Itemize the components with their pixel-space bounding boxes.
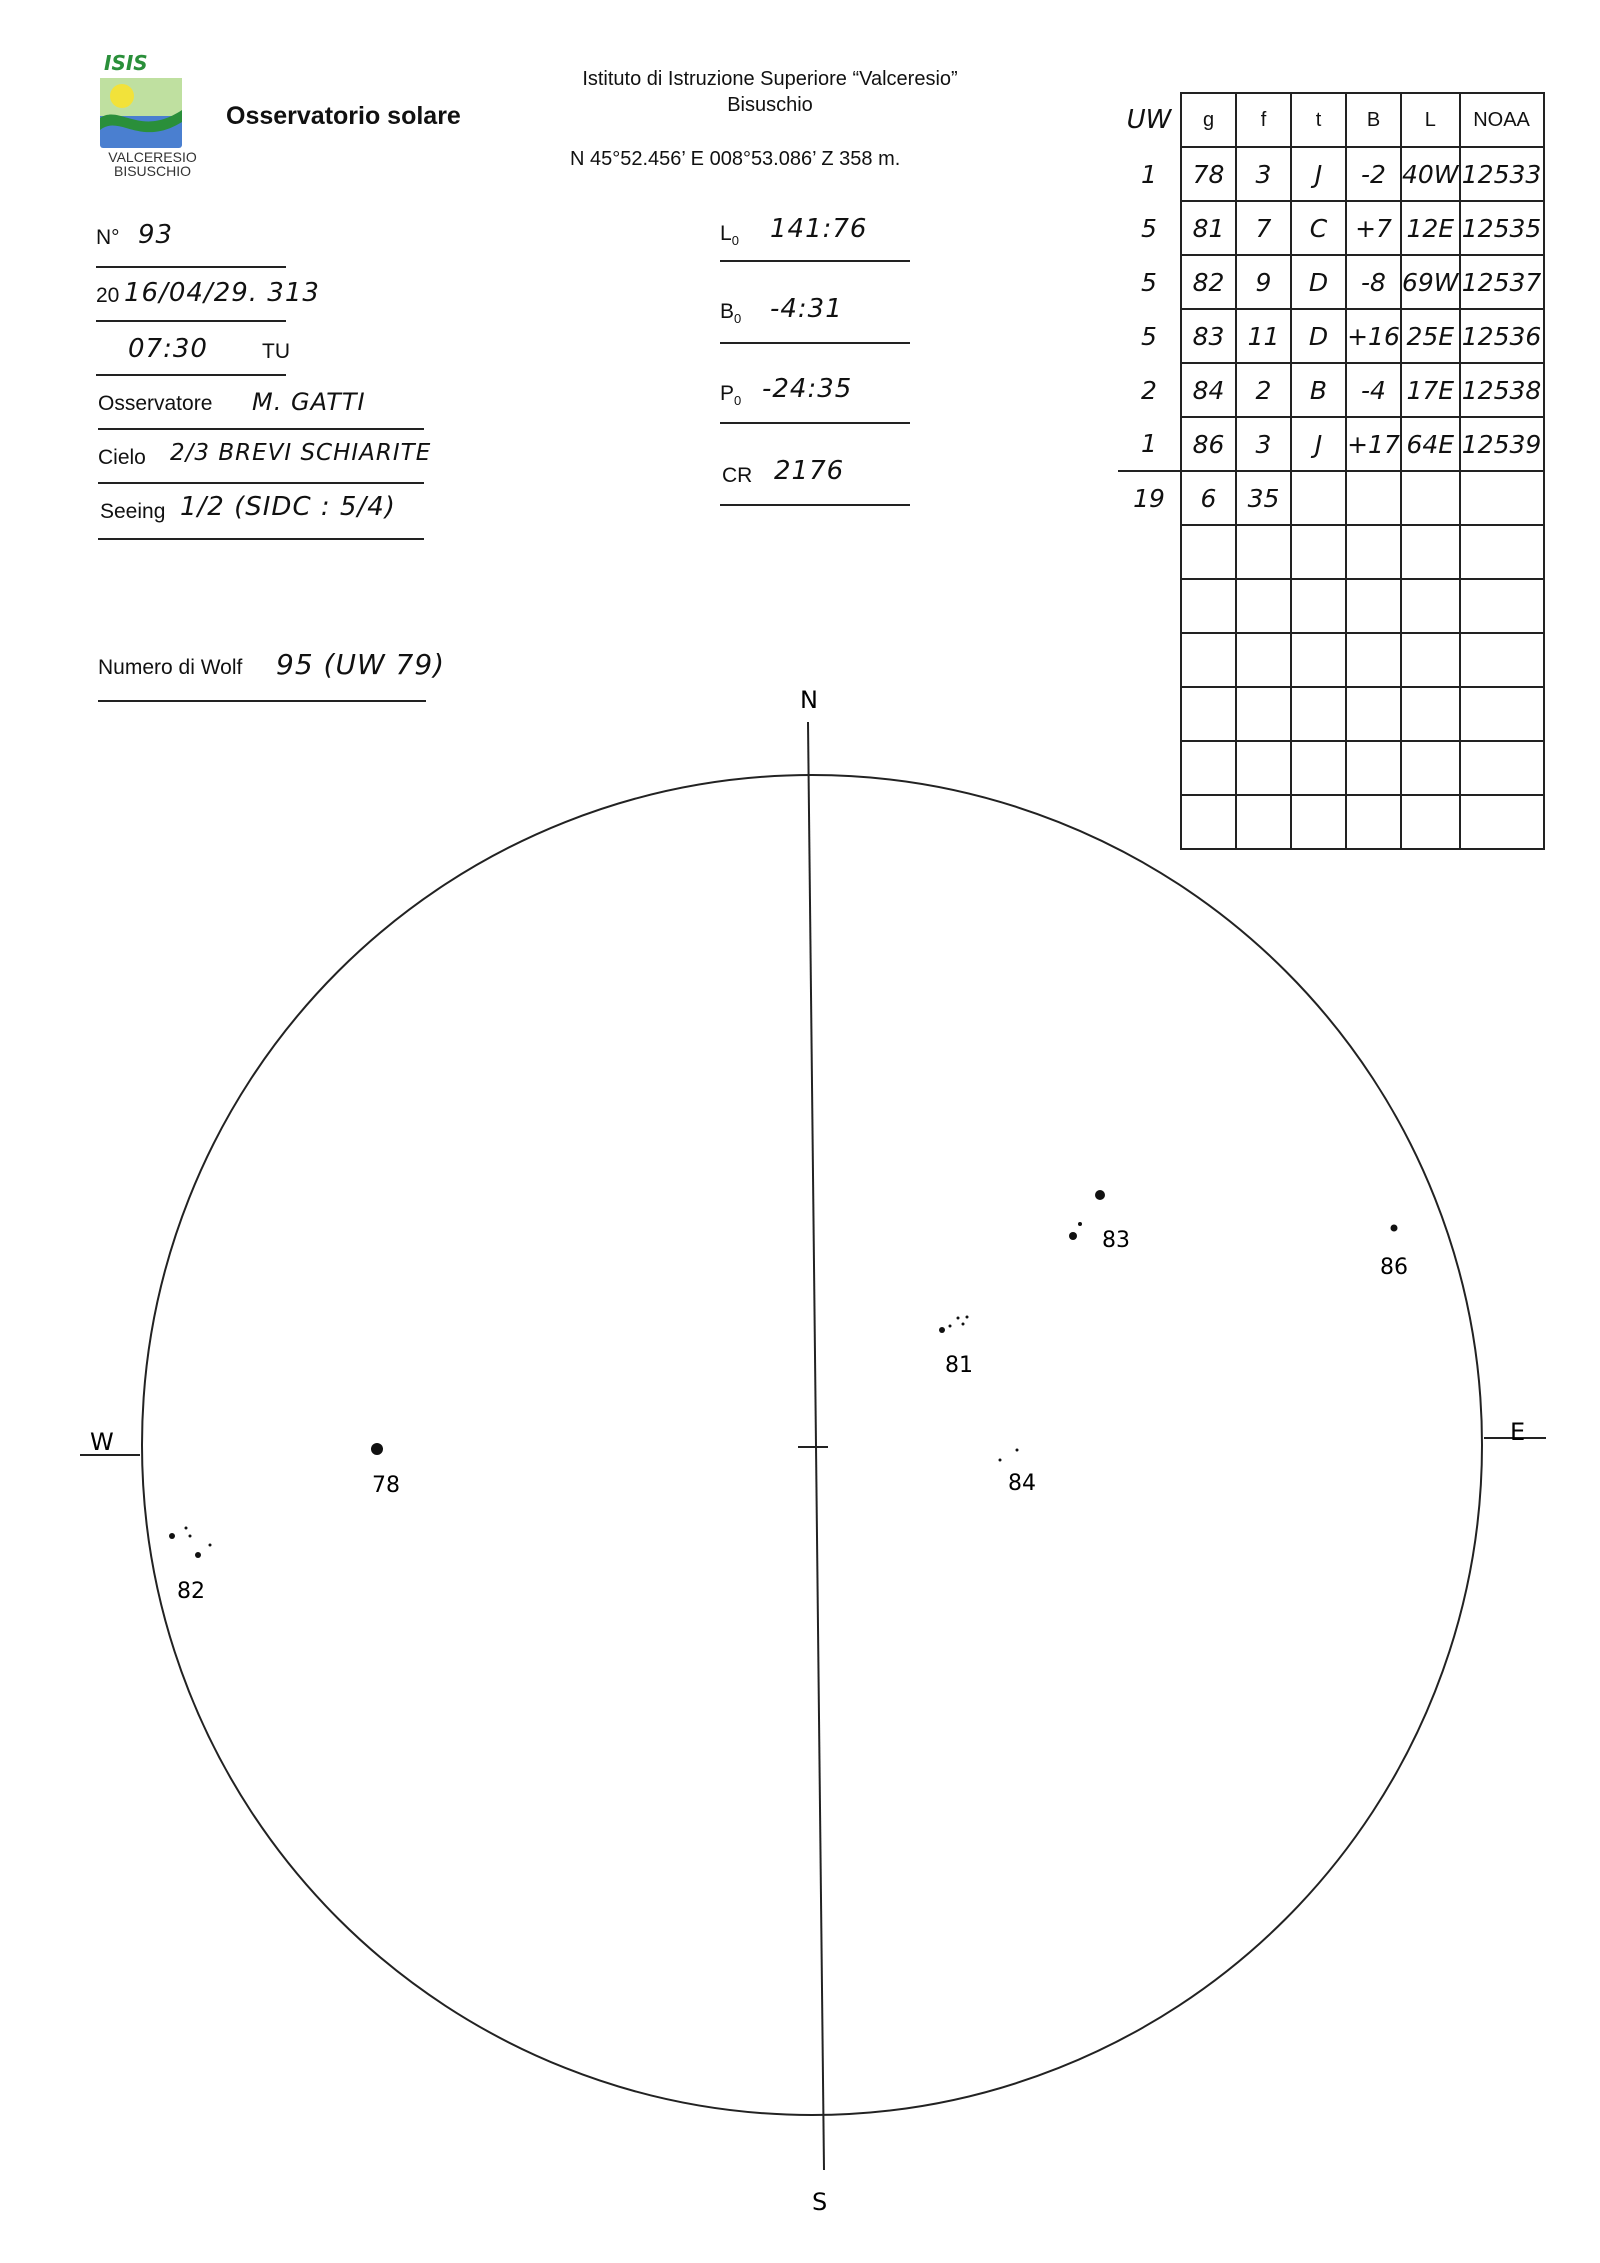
cell-noaa: 12536 [1460, 309, 1544, 363]
cell-uw: 2 [1141, 375, 1157, 405]
seeing-value: 1/2 (SIDC : 5/4) [180, 492, 396, 522]
group-label: 82 [177, 1579, 205, 1604]
time-zone: TU [262, 340, 290, 363]
west-label: W [90, 1428, 114, 1456]
sunspot [189, 1535, 192, 1538]
cell-g: 82 [1181, 255, 1236, 309]
l0-label: $L_0$ [720, 222, 739, 249]
cell-uw: 1 [1141, 429, 1157, 458]
sunspot [999, 1459, 1002, 1462]
north-label: N [800, 686, 818, 714]
sunspot-group-84 [999, 1449, 1037, 1497]
sky-label: Cielo [98, 446, 146, 469]
cell-g: 81 [1181, 201, 1236, 255]
number-label: N° [96, 226, 120, 249]
header-t: t [1291, 93, 1346, 147]
cell-l: 12E [1401, 201, 1460, 255]
wolf-number-value: 95 (UW 79) [276, 648, 446, 681]
group-label: 81 [945, 1353, 973, 1378]
observer-label: Osservatore [98, 392, 213, 415]
p0-value: -24:35 [762, 374, 853, 404]
seeing-label: Seeing [100, 500, 166, 523]
cell-f: 7 [1236, 201, 1291, 255]
cell-uw: 5 [1141, 267, 1157, 297]
sunspot [949, 1325, 952, 1328]
l0-value: 141:76 [770, 214, 868, 244]
b0-label: $B_0$ [720, 300, 742, 327]
logo-caption-line1: VALCERESIO [108, 149, 197, 165]
cell-g: 86 [1181, 417, 1236, 471]
cell-g: 83 [1181, 309, 1236, 363]
sunspot [371, 1443, 383, 1455]
cell-noaa: 12537 [1460, 255, 1544, 309]
school-name-line2: Bisuschio [727, 94, 813, 116]
group-label: 86 [1380, 1255, 1408, 1280]
header-g: g [1181, 93, 1236, 147]
cell-f: 3 [1236, 417, 1291, 471]
sunspot [939, 1327, 945, 1333]
header-b: B [1346, 93, 1401, 147]
cell-t: B [1291, 363, 1346, 417]
sunspot [1069, 1232, 1077, 1240]
cell-l: 69W [1401, 255, 1460, 309]
cell-t: J [1291, 147, 1346, 201]
total-g: 6 [1181, 471, 1236, 525]
cell-t: J [1291, 417, 1346, 471]
date-prefix: 20 [96, 284, 120, 307]
sunspot [169, 1533, 175, 1539]
group-label: 83 [1102, 1228, 1130, 1253]
cell-l: 64E [1401, 417, 1460, 471]
header-noaa: NOAA [1460, 93, 1544, 147]
p0-label: $P_0$ [720, 382, 742, 409]
time-value: 07:30 [128, 334, 208, 364]
sunspot [1095, 1190, 1105, 1200]
cell-f: 9 [1236, 255, 1291, 309]
cell-l: 25E [1401, 309, 1460, 363]
sunspot-group-86 [1380, 1225, 1408, 1281]
cell-uw: 5 [1141, 213, 1157, 243]
sunspot [966, 1316, 969, 1319]
sunspot [195, 1552, 201, 1558]
solar-disk-outline [142, 775, 1482, 2115]
observer-value: M. GATTI [252, 388, 366, 416]
cell-b: +17 [1346, 417, 1401, 471]
date-value: 16/04/29. 313 [124, 278, 320, 308]
sunspot-group-82 [169, 1527, 212, 1605]
cell-f: 3 [1236, 147, 1291, 201]
cell-b: +7 [1346, 201, 1401, 255]
logo-caption-line2: BISUSCHIO [113, 163, 191, 179]
logo-top-text: ISIS [104, 52, 148, 75]
sunspot [209, 1544, 212, 1547]
group-label: 84 [1008, 1471, 1036, 1496]
cell-noaa: 12538 [1460, 363, 1544, 417]
cell-t: D [1291, 309, 1346, 363]
b0-value: -4:31 [770, 294, 843, 324]
cell-noaa: 12539 [1460, 417, 1544, 471]
sunspot-group-78 [371, 1443, 400, 1498]
carrington-rotation-label: CR [722, 464, 753, 487]
cell-g: 84 [1181, 363, 1236, 417]
sunspot [185, 1527, 188, 1530]
east-label: E [1510, 1418, 1526, 1446]
number-value: 93 [138, 220, 174, 250]
school-name-line1: Istituto di Istruzione Superiore “Valceresio” [582, 68, 958, 90]
sunspot-group-83 [1069, 1190, 1130, 1253]
group-label: 78 [372, 1473, 400, 1498]
cell-b: -4 [1346, 363, 1401, 417]
cell-t: C [1291, 201, 1346, 255]
total-uw: 19 [1118, 471, 1181, 525]
cell-b: -2 [1346, 147, 1401, 201]
sunspot [1016, 1449, 1019, 1452]
sunspot [962, 1323, 965, 1326]
cell-uw: 1 [1141, 159, 1157, 189]
cell-uw: 5 [1141, 321, 1157, 351]
header-f: f [1236, 93, 1291, 147]
wolf-number-label: Numero di Wolf [98, 656, 243, 679]
observatory-coordinates: N 45°52.456’ E 008°53.086’ Z 358 m. [570, 148, 901, 170]
sunspot-group-81 [939, 1316, 973, 1379]
sunspot [957, 1317, 960, 1320]
cell-l: 17E [1401, 363, 1460, 417]
cell-f: 2 [1236, 363, 1291, 417]
sky-value: 2/3 BREVI SCHIARITE [170, 440, 432, 466]
cell-t: D [1291, 255, 1346, 309]
cell-noaa: 12533 [1460, 147, 1544, 201]
cell-b: +16 [1346, 309, 1401, 363]
header-uw: UW [1126, 105, 1172, 135]
total-f: 35 [1236, 471, 1291, 525]
cell-noaa: 12535 [1460, 201, 1544, 255]
observatory-title: Osservatorio solare [226, 102, 461, 130]
cell-g: 78 [1181, 147, 1236, 201]
sunspot [1391, 1225, 1398, 1232]
cell-l: 40W [1401, 147, 1460, 201]
cell-b: -8 [1346, 255, 1401, 309]
sunspot [1078, 1222, 1082, 1226]
carrington-rotation-value: 2176 [774, 456, 845, 486]
south-label: S [812, 2188, 828, 2216]
cell-f: 11 [1236, 309, 1291, 363]
header-l: L [1401, 93, 1460, 147]
